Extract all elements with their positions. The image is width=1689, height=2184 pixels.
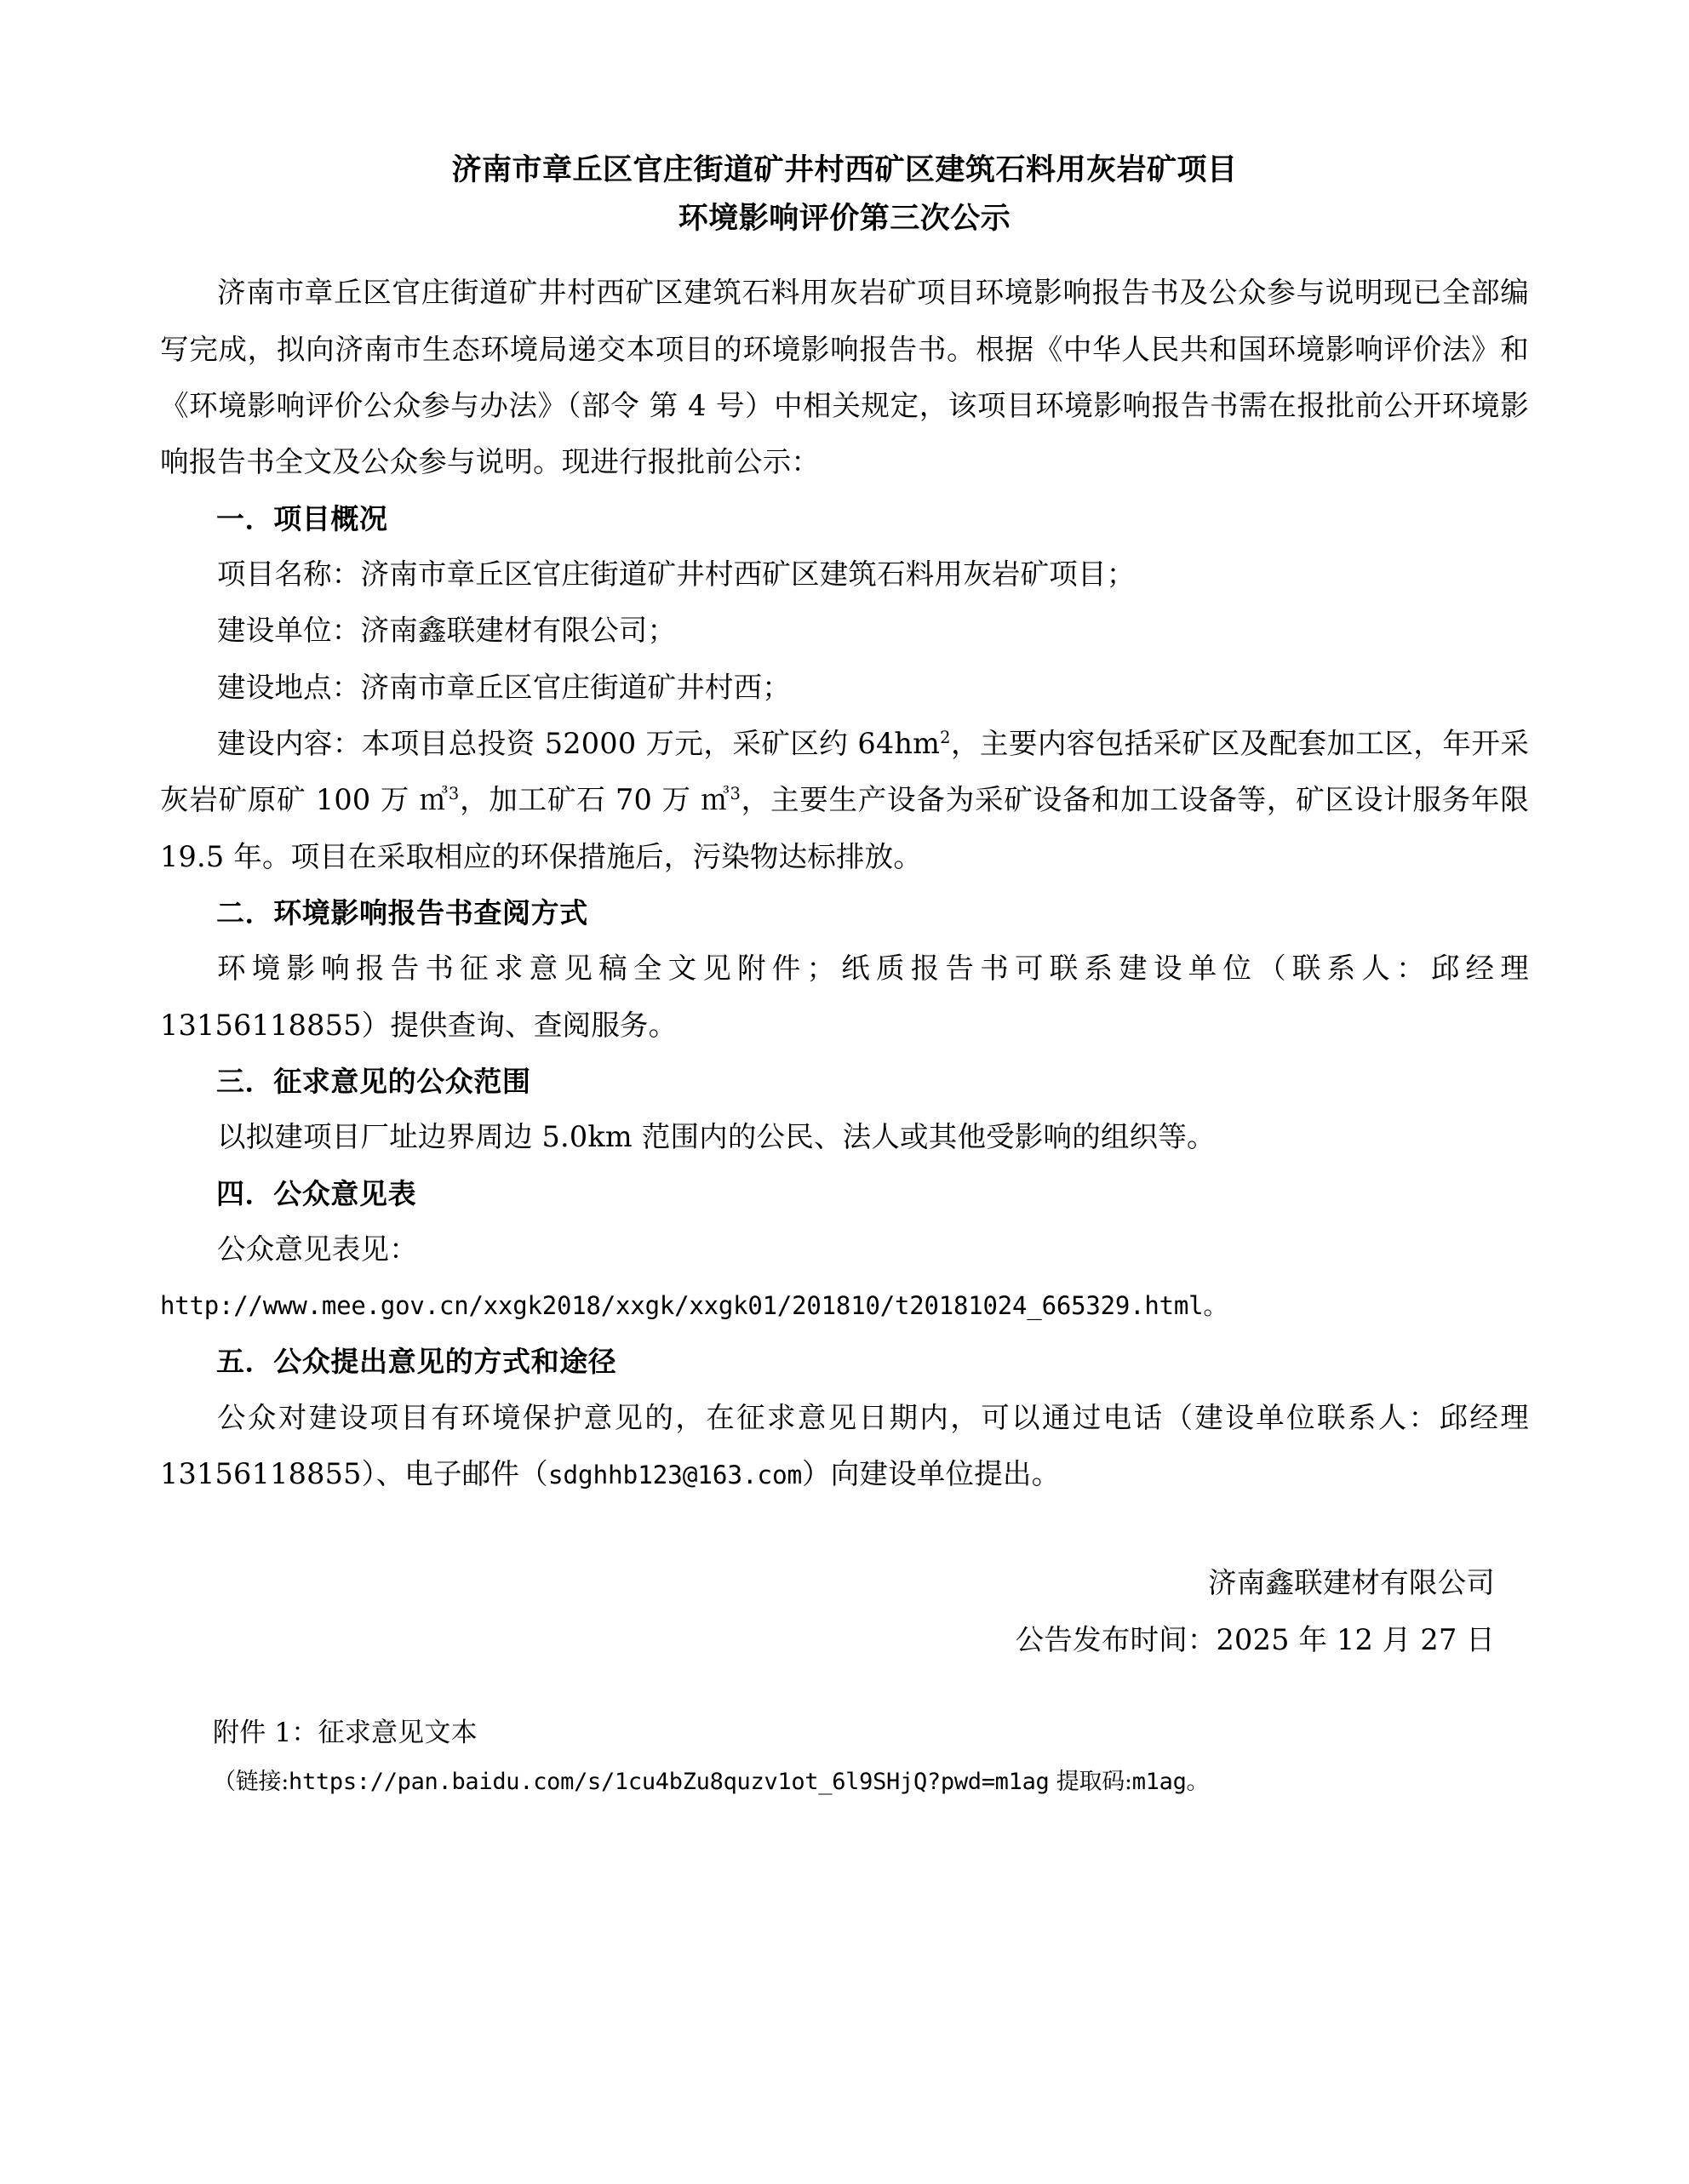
construction-content-part-4: ，主要生产设备为采矿设备和加工设备等，矿区设计服务年限 19.5 年。项目在采取相应的环保措施后，污染物达标排放。 — [160, 783, 1529, 873]
attachment-label: 附件 1：征求意见文本 — [213, 1718, 478, 1749]
attachments-block — [160, 1707, 1529, 1807]
signature-block — [160, 1555, 1529, 1668]
construction-content-part-3: ，加工矿石 70 万 ㎥ — [459, 783, 730, 817]
construction-content-part-1: 本项目总投资 52000 万元，采矿区约 64hm — [361, 727, 941, 760]
section-heading-5: 五．公众提出意见的方式和途径 — [216, 1345, 617, 1379]
section-heading-1: 一．项目概况 — [216, 501, 388, 535]
construction-content-part-2: ，主要内容包括采矿区及配套加工区，年开采灰岩矿原矿 100 万 ㎥ — [160, 727, 1530, 817]
attachment-code-label: 提取码: — [1049, 1769, 1132, 1796]
opinion-form-paragraph: 公众意见表见： — [217, 1232, 418, 1266]
page-title-line-2: 环境影响评价第三次公示 — [678, 201, 1011, 236]
signature-date-label: 公告发布时间： — [1015, 1622, 1217, 1656]
mee-form-url[interactable]: http://www.mee.gov.cn/xxgk2018/xxgk/xxgk01/201810/t20181024_665329.html。 — [160, 1291, 1228, 1321]
construction-content-label: 建设内容： — [217, 727, 362, 760]
section-heading-2: 二．环境影响报告书查阅方式 — [216, 895, 588, 929]
section-heading-3: 三．征求意见的公众范围 — [216, 1064, 531, 1098]
attachment-link-prefix: （链接: — [213, 1769, 289, 1796]
attachment-link-line — [160, 1758, 1529, 1807]
signature-date-value: 2025 年 12 月 27 日 — [1216, 1622, 1495, 1656]
report-access-paragraph: 环境影响报告书征求意见稿全文见附件；纸质报告书可联系建设单位（联系人：邱经理 13156118855）提供查询、查阅服务。 — [160, 952, 1529, 1042]
section-heading-4: 四．公众意见表 — [216, 1176, 417, 1210]
signature-company: 济南鑫联建材有限公司 — [1208, 1566, 1495, 1600]
attachment-pan-url[interactable]: https://pan.baidu.com/s/1cu4bZu8quzv1ot_6l9SHjQ?pwd=m1ag — [289, 1769, 1050, 1796]
document-title-block — [160, 146, 1529, 243]
construction-unit-line: 建设单位：济南鑫联建材有限公司； — [217, 614, 677, 648]
page-title-line-1: 济南市章丘区官庄街道矿井村西矿区建筑石料用灰岩矿项目 — [451, 153, 1238, 187]
signature-date — [160, 1612, 1529, 1668]
public-scope-paragraph: 以拟建项目厂址边界周边 5.0km 范围内的公民、法人或其他受影响的组织等。 — [217, 1120, 1216, 1154]
construction-site-line: 建设地点：济南市章丘区官庄街道矿井村西； — [217, 670, 791, 704]
area-unit-superscript: 2 — [940, 727, 951, 747]
volume-unit-superscript-2: 3 — [730, 784, 741, 804]
volume-unit-superscript-1: 3 — [448, 784, 460, 804]
construction-content-paragraph — [160, 716, 1529, 885]
feedback-text-part-1: 公众对建设项目有环境保护意见的，在征求意见日期内，可以通过电话（建设单位联系人：邱经理 13156118855）、电子邮件（ — [160, 1400, 1529, 1491]
feedback-channels-paragraph — [160, 1390, 1529, 1503]
intro-paragraph: 济南市章丘区官庄街道矿井村西矿区建筑石料用灰岩矿项目环境影响报告书及公众参与说明现已全部编写完成，拟向济南市生态环境局递交本项目的环境影响报告书。根据《中华人民共和国环境影响评价法》和《环境影响评价公众参与办法》（部令 第 4 号）中相关规定，该项目环境影响报告书需在报批前公开环境影响报告书全文及公众参与说明。现进行报批前公示： — [160, 276, 1529, 479]
feedback-text-part-2: ）向建设单位提出。 — [802, 1457, 1061, 1491]
attachment-code-value[interactable]: m1ag。 — [1131, 1769, 1210, 1796]
project-name-line: 项目名称：济南市章丘区官庄街道矿井村西矿区建筑石料用灰岩矿项目； — [217, 557, 1136, 592]
contact-email[interactable]: sdghhb123@163.com — [547, 1461, 803, 1490]
